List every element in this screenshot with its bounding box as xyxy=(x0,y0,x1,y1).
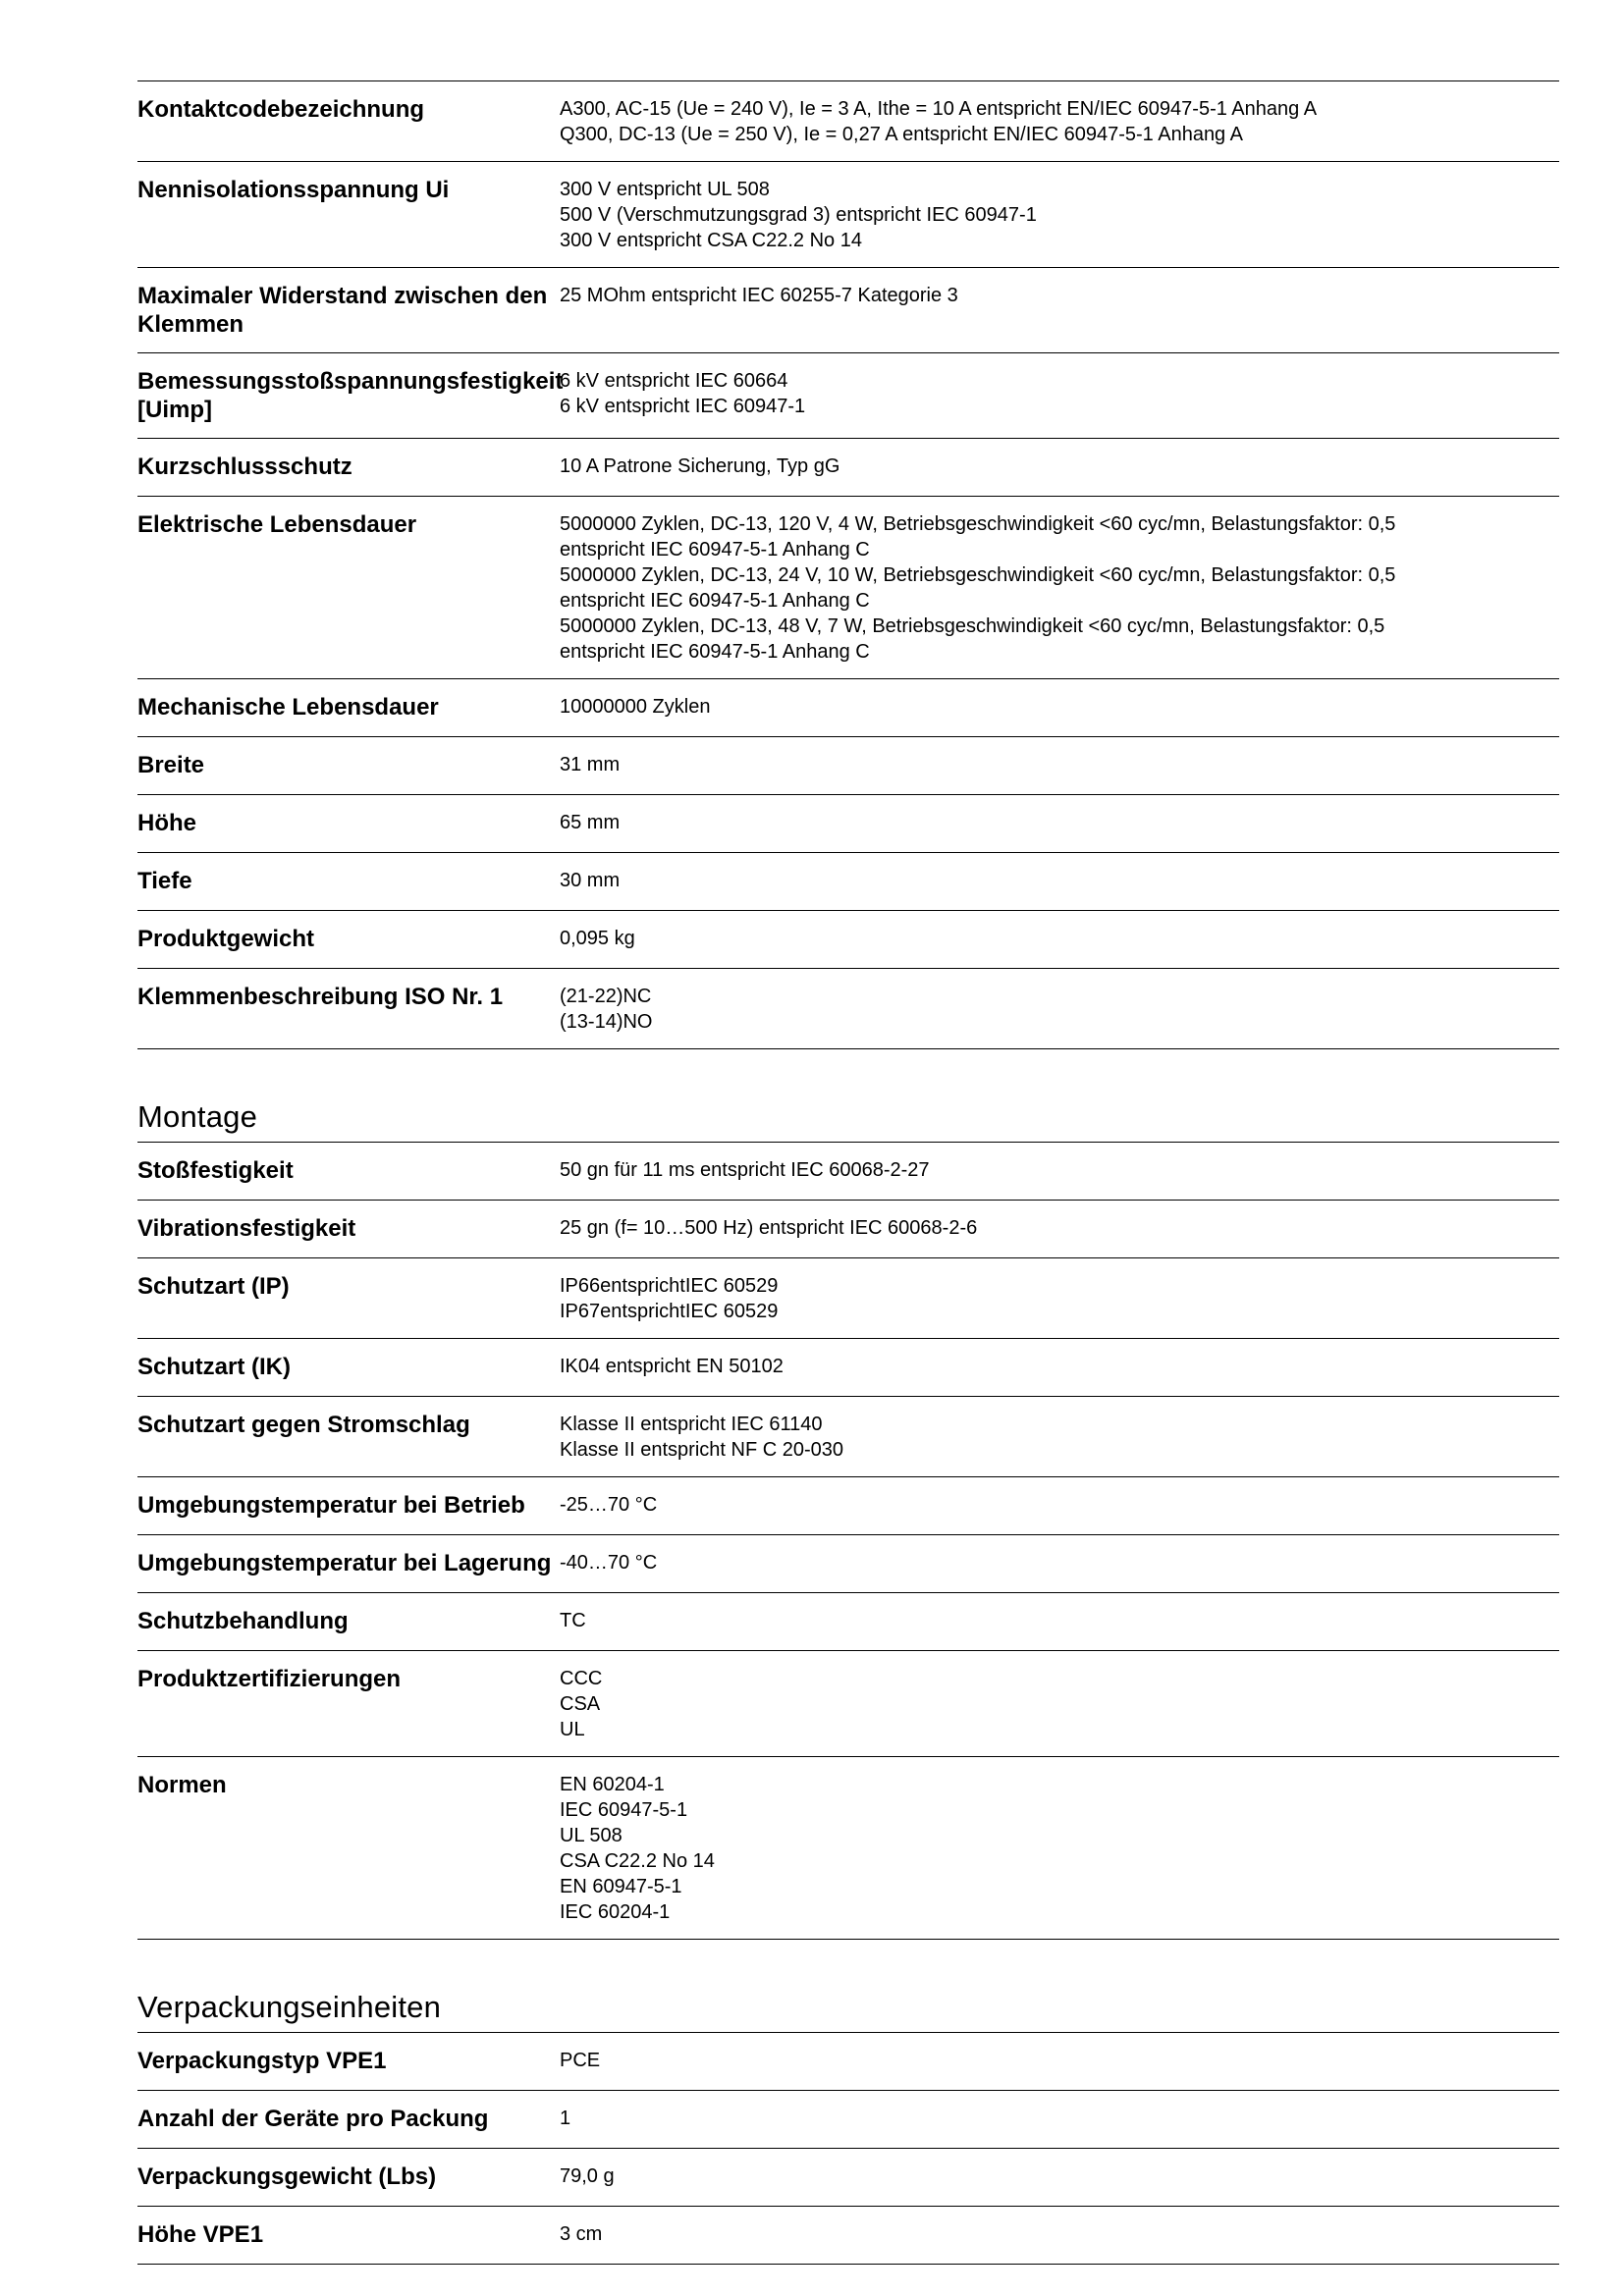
spec-row-verpackungstyp-vpe1 xyxy=(137,2033,1559,2091)
spec-value: 5000000 Zyklen, DC-13, 120 V, 4 W, Betriebsgeschwindigkeit <60 cyc/mn, Belastungsfaktor: 0,5 xyxy=(560,513,1396,535)
spec-label: Umgebungstemperatur bei Betrieb xyxy=(137,1492,525,1519)
spec-value: entspricht IEC 60947-5-1 Anhang C xyxy=(560,590,870,612)
spec-row-tiefe xyxy=(137,853,1559,911)
spec-row-bemessungsstossspannungsfestigkeit-uimp xyxy=(137,353,1559,439)
section-heading: Montage xyxy=(137,1099,258,1134)
spec-value: 65 mm xyxy=(560,812,621,833)
spec-row-schutzart-ik xyxy=(137,1339,1559,1397)
spec-values xyxy=(560,176,1559,253)
spec-label: Kontaktcodebezeichnung xyxy=(137,96,425,123)
spec-label: Höhe xyxy=(137,810,196,836)
section-heading: Verpackungseinheiten xyxy=(137,1990,442,2024)
spec-row-hoehe-vpe1 xyxy=(137,2207,1559,2265)
spec-value: -40…70 °C xyxy=(560,1552,658,1574)
spec-values xyxy=(560,1214,1559,1244)
spec-value: UL xyxy=(560,1719,585,1740)
spec-value: PCE xyxy=(560,2050,601,2071)
spec-value: TC xyxy=(560,1610,586,1631)
spec-row-normen xyxy=(137,1757,1559,1940)
spec-values xyxy=(560,510,1559,665)
spec-value: -25…70 °C xyxy=(560,1494,658,1516)
spec-value: 10 A Patrone Sicherung, Typ gG xyxy=(560,455,840,477)
spec-values xyxy=(560,1411,1559,1463)
spec-values xyxy=(560,1607,1559,1636)
spec-row-nennisolationsspannung-ui xyxy=(137,162,1559,268)
spec-value: 300 V entspricht UL 508 xyxy=(560,179,770,200)
spec-value: entspricht IEC 60947-5-1 Anhang C xyxy=(560,641,870,663)
spec-row-klemmenbeschreibung-iso-nr-1 xyxy=(137,969,1559,1049)
spec-value: IP67entsprichtIEC 60529 xyxy=(560,1301,779,1322)
spec-values xyxy=(560,867,1559,896)
spec-value: 500 V (Verschmutzungsgrad 3) entspricht IEC 60947-1 xyxy=(560,204,1037,226)
spec-values xyxy=(560,2105,1559,2134)
spec-label: Umgebungstemperatur bei Lagerung xyxy=(137,1550,552,1576)
spec-row-mechanische-lebensdauer xyxy=(137,679,1559,737)
spec-value: 5000000 Zyklen, DC-13, 48 V, 7 W, Betriebsgeschwindigkeit <60 cyc/mn, Belastungsfaktor: 0,5 xyxy=(560,615,1385,637)
spec-value: 3 cm xyxy=(560,2223,603,2245)
spec-value: IP66entsprichtIEC 60529 xyxy=(560,1275,779,1297)
spec-row-vibrationsfestigkeit xyxy=(137,1201,1559,1258)
spec-value: 79,0 g xyxy=(560,2165,615,2187)
spec-values xyxy=(560,1353,1559,1382)
spec-value: 50 gn für 11 ms entspricht IEC 60068-2-27 xyxy=(560,1159,930,1181)
spec-value: EN 60204-1 xyxy=(560,1774,665,1795)
spec-value: (21-22)NC xyxy=(560,986,652,1007)
spec-values xyxy=(560,751,1559,780)
spec-label: Klemmenbeschreibung ISO Nr. 1 xyxy=(137,984,504,1010)
spec-value: IEC 60947-5-1 xyxy=(560,1799,688,1821)
spec-label: Produktgewicht xyxy=(137,926,315,952)
spec-row-produktzertifizierungen xyxy=(137,1651,1559,1757)
spec-values xyxy=(560,367,1559,424)
spec-row-kontaktcodebezeichnung xyxy=(137,81,1559,162)
spec-values xyxy=(560,1272,1559,1324)
spec-row-schutzbehandlung xyxy=(137,1593,1559,1651)
spec-row-umgebungstemperatur-bei-lagerung xyxy=(137,1535,1559,1593)
spec-label: Breite xyxy=(137,752,205,778)
spec-row-elektrische-lebensdauer xyxy=(137,497,1559,679)
spec-label: Anzahl der Geräte pro Packung xyxy=(137,2106,489,2132)
spec-value: 0,095 kg xyxy=(560,928,635,949)
spec-label: Bemessungsstoßspannungsfestigkeit [Uimp] xyxy=(137,368,564,423)
spec-values xyxy=(560,2220,1559,2250)
spec-row-umgebungstemperatur-bei-betrieb xyxy=(137,1477,1559,1535)
spec-row-maximaler-widerstand-zwischen-den-klemmen xyxy=(137,268,1559,353)
spec-label: Schutzart gegen Stromschlag xyxy=(137,1412,470,1438)
section-verpackungseinheiten xyxy=(137,1991,1559,2265)
spec-values xyxy=(560,2047,1559,2076)
spec-value: CSA C22.2 No 14 xyxy=(560,1850,715,1872)
spec-value: Klasse II entspricht IEC 61140 xyxy=(560,1414,823,1435)
spec-row-verpackungsgewicht-lbs xyxy=(137,2149,1559,2207)
spec-label: Mechanische Lebensdauer xyxy=(137,694,439,721)
spec-value: 1 xyxy=(560,2108,571,2129)
spec-value: 6 kV entspricht IEC 60664 xyxy=(560,370,788,392)
spec-value: 25 gn (f= 10…500 Hz) entspricht IEC 60068-2-6 xyxy=(560,1217,978,1239)
spec-row-breite xyxy=(137,737,1559,795)
spec-values xyxy=(560,1491,1559,1521)
spec-value: A300, AC-15 (Ue = 240 V), Ie = 3 A, Ithe = 10 A entspricht EN/IEC 60947-5-1 Anhang A xyxy=(560,98,1318,120)
spec-values xyxy=(560,925,1559,954)
spec-label: Stoßfestigkeit xyxy=(137,1157,294,1184)
spec-label: Normen xyxy=(137,1772,227,1798)
spec-values xyxy=(560,983,1559,1035)
spec-row-stossfestigkeit xyxy=(137,1143,1559,1201)
spec-values xyxy=(560,282,1559,339)
spec-label: Schutzart (IK) xyxy=(137,1354,291,1380)
spec-row-schutzart-ip xyxy=(137,1258,1559,1339)
spec-value: 5000000 Zyklen, DC-13, 24 V, 10 W, Betriebsgeschwindigkeit <60 cyc/mn, Belastungsfaktor: 0,5 xyxy=(560,564,1396,586)
spec-value: 300 V entspricht CSA C22.2 No 14 xyxy=(560,230,862,251)
spec-row-kurzschlussschutz xyxy=(137,439,1559,497)
spec-row-schutzart-gegen-stromschlag xyxy=(137,1397,1559,1477)
spec-value: EN 60947-5-1 xyxy=(560,1876,682,1897)
spec-values xyxy=(560,1156,1559,1186)
spec-value: (13-14)NO xyxy=(560,1011,653,1033)
spec-value: 30 mm xyxy=(560,870,621,891)
spec-table xyxy=(137,80,1559,1049)
spec-value: CSA xyxy=(560,1693,601,1715)
spec-row-produktgewicht xyxy=(137,911,1559,969)
spec-label: Vibrationsfestigkeit xyxy=(137,1215,356,1242)
spec-values xyxy=(560,1665,1559,1742)
spec-label: Tiefe xyxy=(137,868,192,894)
spec-value: 10000000 Zyklen xyxy=(560,696,711,718)
spec-label: Schutzart (IP) xyxy=(137,1273,290,1300)
spec-value: CCC xyxy=(560,1668,603,1689)
spec-label: Verpackungstyp VPE1 xyxy=(137,2048,387,2074)
spec-value: Q300, DC-13 (Ue = 250 V), Ie = 0,27 A entspricht EN/IEC 60947-5-1 Anhang A xyxy=(560,124,1243,145)
section-technische-daten xyxy=(137,80,1559,1049)
spec-table xyxy=(137,1142,1559,1940)
spec-value: IEC 60204-1 xyxy=(560,1901,671,1923)
spec-values xyxy=(560,809,1559,838)
spec-value: IK04 entspricht EN 50102 xyxy=(560,1356,784,1377)
spec-value: 25 MOhm entspricht IEC 60255-7 Kategorie 3 xyxy=(560,285,958,306)
spec-label: Elektrische Lebensdauer xyxy=(137,511,417,538)
spec-values xyxy=(560,95,1559,147)
spec-table xyxy=(137,2032,1559,2265)
datasheet-page xyxy=(137,80,1559,2265)
spec-value: 31 mm xyxy=(560,754,621,775)
spec-values xyxy=(560,2163,1559,2192)
spec-label: Nennisolationsspannung Ui xyxy=(137,177,450,203)
spec-label: Verpackungsgewicht (Lbs) xyxy=(137,2163,437,2190)
spec-label: Höhe VPE1 xyxy=(137,2221,264,2248)
spec-row-hoehe xyxy=(137,795,1559,853)
spec-label: Kurzschlussschutz xyxy=(137,454,352,480)
spec-values xyxy=(560,1549,1559,1578)
spec-value: 6 kV entspricht IEC 60947-1 xyxy=(560,396,806,417)
spec-values xyxy=(560,1771,1559,1925)
spec-values xyxy=(560,453,1559,482)
section-montage xyxy=(137,1100,1559,1940)
spec-row-anzahl-der-geraete-pro-packung xyxy=(137,2091,1559,2149)
spec-value: UL 508 xyxy=(560,1825,623,1846)
spec-values xyxy=(560,693,1559,722)
spec-label: Schutzbehandlung xyxy=(137,1608,349,1634)
spec-label: Maximaler Widerstand zwischen den Klemmen xyxy=(137,283,548,338)
spec-value: entspricht IEC 60947-5-1 Anhang C xyxy=(560,539,870,561)
spec-label: Produktzertifizierungen xyxy=(137,1666,402,1692)
spec-value: Klasse II entspricht NF C 20-030 xyxy=(560,1439,844,1461)
